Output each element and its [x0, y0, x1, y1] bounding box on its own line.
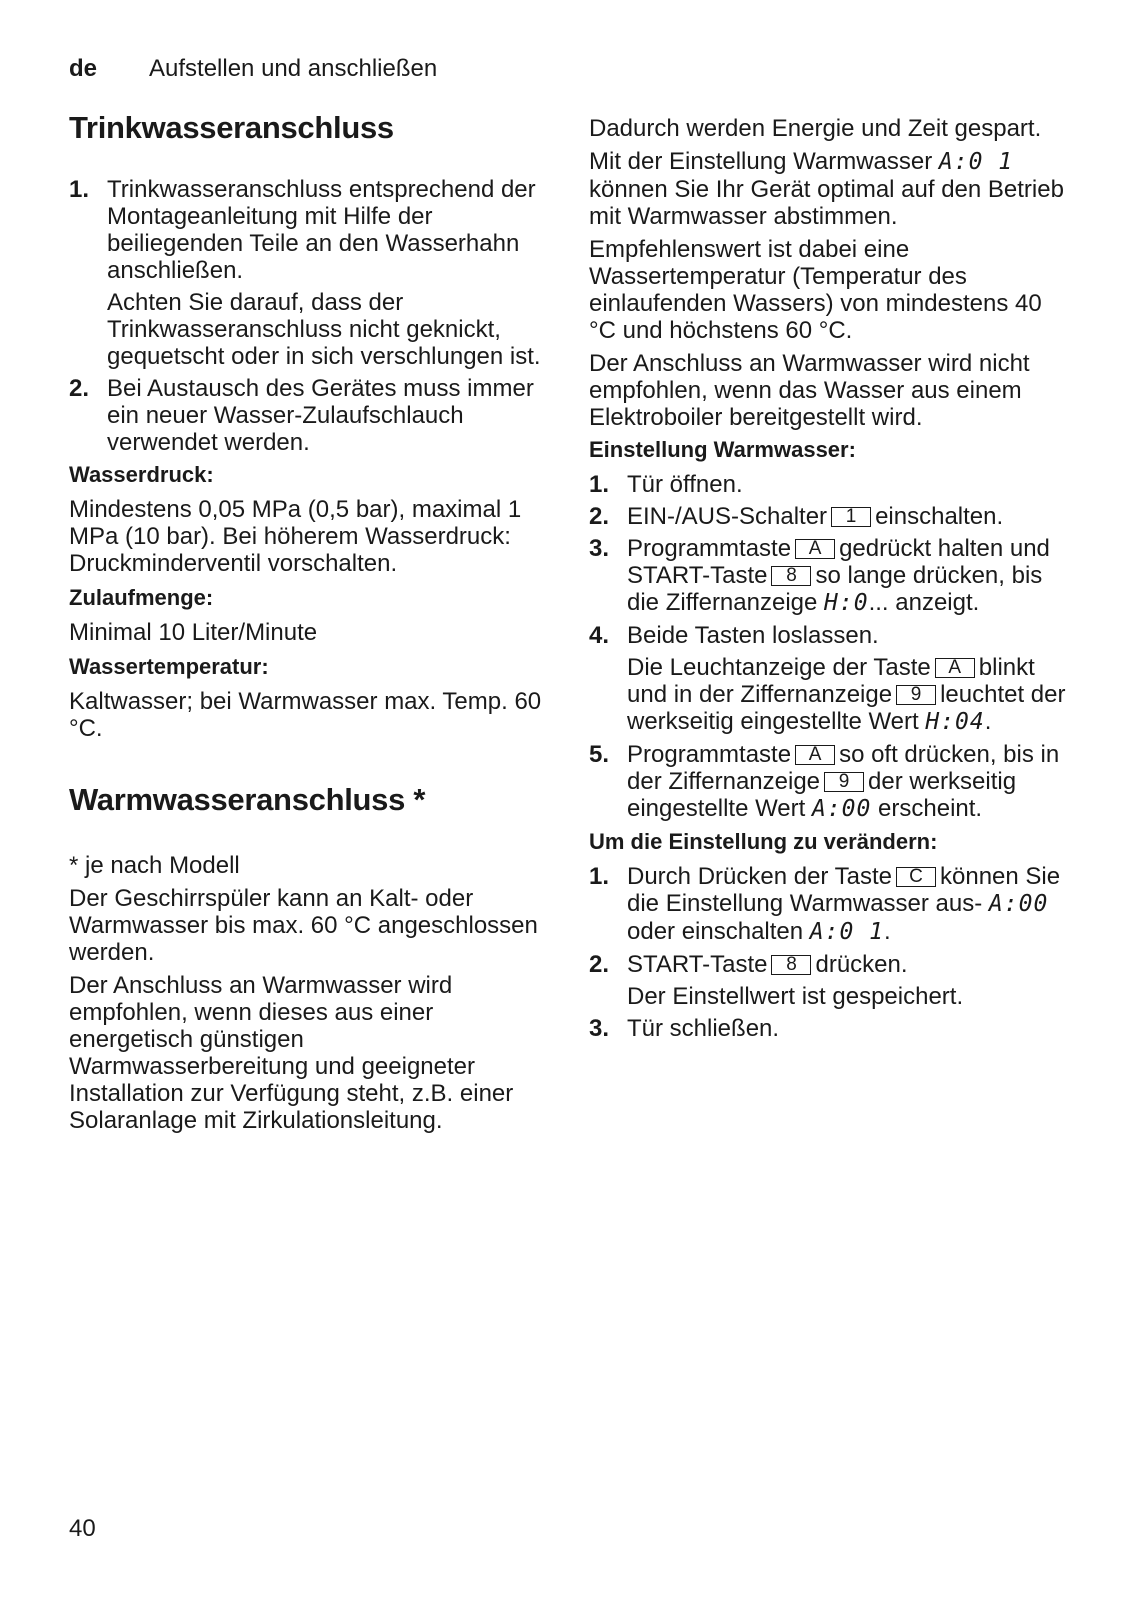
- language-tag: de: [69, 55, 98, 82]
- list-item: 1. Tür öffnen.: [589, 471, 743, 498]
- key-9: 9: [896, 685, 936, 705]
- left-column: [69, 110, 544, 1140]
- list-item: 1. Durch Drücken der Taste C können Sie die Einstellung Warmwasser aus- A:00 oder einschalten A:0 1.: [589, 863, 1061, 945]
- key-a: A: [795, 745, 835, 765]
- key-8: 8: [771, 955, 811, 975]
- step-note: Achten Sie darauf, dass der Trinkwasseranschluss nicht geknickt, gequetscht oder in sich verschlungen ist.: [107, 289, 541, 370]
- heading-trinkwasseranschluss: Trinkwasseranschluss: [69, 110, 394, 145]
- list-item: 2. EIN-/AUS-Schalter 1 einschalten.: [589, 503, 1004, 530]
- paragraph: Der Anschluss an Warmwasser wird empfohlen, wenn dieses aus einer energetisch günstigen Warmwasserbereitung und geeigneter Installation zur Verfügung steht, z.B. einer Solaranlage mit Zirkulationsleitung.: [69, 972, 514, 1134]
- wasserdruck-text: Mindestens 0,05 MPa (0,5 bar), maximal 1 MPa (10 bar). Bei höherem Wasserdruck: Druckminderventil vorschalten.: [69, 496, 522, 577]
- setting-steps: [589, 471, 1069, 823]
- paragraph: Der Geschirrspüler kann an Kalt- oder Warmwasser bis max. 60 °C angeschlossen werden.: [69, 885, 538, 966]
- heading-warmwasseranschluss: Warmwasseranschluss *: [69, 782, 426, 817]
- list-item: 4. Beide Tasten loslassen. Die Leuchtanzeige der Taste A blinkt und in der Ziffernanzeige 9 leuchtet der werkseitig eingestellte Wert H:04.: [589, 622, 1069, 736]
- key-1: 1: [831, 507, 871, 527]
- display-code: A:00: [988, 891, 1049, 917]
- temp-text: Kaltwasser; bei Warmwasser max. Temp. 60 °C.: [69, 688, 542, 742]
- key-c: C: [896, 867, 936, 887]
- zulauf-text: Minimal 10 Liter/Minute: [69, 619, 318, 646]
- paragraph: Der Anschluss an Warmwasser wird nicht empfohlen, wenn das Wasser aus einem Elektroboiler bereitgestellt wird.: [589, 350, 1030, 431]
- paragraph: Mit der Einstellung Warmwasser A:0 1 können Sie Ihr Gerät optimal auf den Betrieb mit Warmwasser abstimmen.: [589, 148, 1064, 230]
- key-a: A: [795, 539, 835, 559]
- list-item: 3. Tür schließen.: [589, 1015, 780, 1042]
- key-a: A: [935, 658, 975, 678]
- paragraph: Empfehlenswert ist dabei eine Wassertemperatur (Temperatur des einlaufenden Wassers) von mindestens 40 °C und höchstens 60 °C.: [589, 236, 1042, 344]
- list-item: 2. Bei Austausch des Gerätes muss immer ein neuer Wasser-Zulaufschlauch verwendet werden.: [69, 375, 534, 456]
- display-code: H:04: [925, 709, 985, 735]
- step-note: Der Einstellwert ist gespeichert.: [627, 983, 964, 1010]
- page-header: [69, 55, 437, 83]
- subheading-einstellung: Einstellung Warmwasser:: [589, 437, 856, 462]
- key-9: 9: [824, 772, 864, 792]
- subheading-wassertemperatur: Wassertemperatur:: [69, 654, 269, 679]
- list-item: 1. Trinkwasseranschluss entsprechend der Montageanleitung mit Hilfe der beiliegenden Teile an den Wasserhahn anschließen. Achten Sie darauf, dass der Trinkwasseranschluss nicht geknickt, gequetscht oder in sich verschlungen ist.: [69, 176, 544, 370]
- list-item: 3. Programmtaste A gedrückt halten und START-Taste 8 so lange drücken, bis die Ziffernanzeige H:0... anzeigt.: [589, 535, 1050, 616]
- install-steps: [69, 176, 544, 456]
- subheading-aendern: Um die Einstellung zu verändern:: [589, 829, 938, 854]
- list-item: 2. START-Taste 8 drücken. Der Einstellwert ist gespeichert.: [589, 951, 1069, 1010]
- page-number: 40: [69, 1515, 96, 1542]
- paragraph: Dadurch werden Energie und Zeit gespart.: [589, 115, 1042, 142]
- subheading-zulaufmenge: Zulaufmenge:: [69, 585, 214, 610]
- key-8: 8: [771, 566, 811, 586]
- section-title: Aufstellen und anschließen: [149, 55, 438, 82]
- change-steps: [589, 863, 1069, 1042]
- list-item: 5. Programmtaste A so oft drücken, bis in der Ziffernanzeige 9 der werkseitig eingestellte Wert A:00 erscheint.: [589, 741, 1060, 822]
- subheading-wasserdruck: Wasserdruck:: [69, 462, 214, 487]
- step-note: Die Leuchtanzeige der Taste A blinkt und in der Ziffernanzeige 9 leuchtet der werkseitig eingestellte Wert H:04.: [627, 654, 1066, 735]
- display-code: H:0: [824, 590, 869, 616]
- display-code: A:00: [811, 796, 872, 822]
- display-code: A:0 1: [938, 149, 1014, 175]
- display-code: A:0 1: [809, 919, 885, 945]
- modell-note: * je nach Modell: [69, 852, 240, 879]
- right-column: [589, 115, 1069, 1048]
